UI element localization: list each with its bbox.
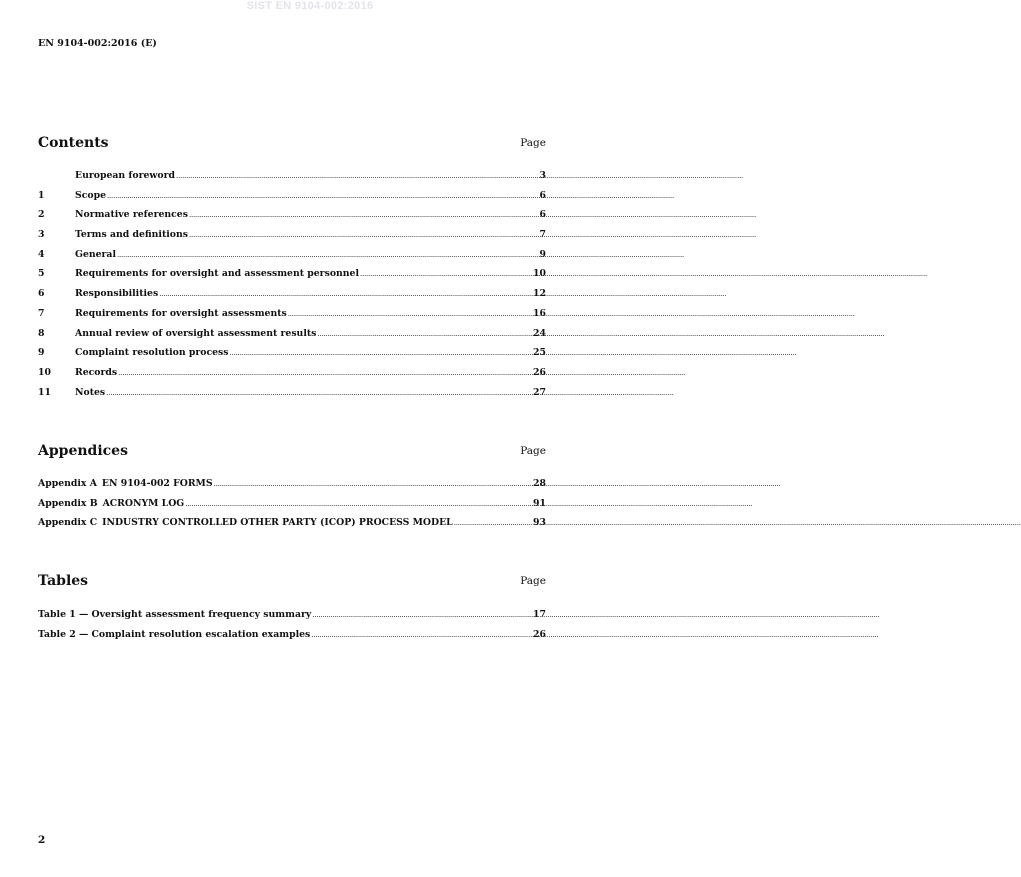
toc-entry-label: EN 9104-002 FORMS — [101, 478, 213, 489]
toc-entry-label: Requirements for oversight and assessment personnel — [75, 268, 359, 280]
toc-entry-page: 24 — [533, 327, 546, 339]
toc-entry-number: 4 — [38, 248, 45, 260]
contents-list — [38, 170, 546, 406]
toc-entry-prefix: Appendix C — [38, 517, 98, 529]
toc-entry-label: General — [75, 248, 116, 260]
toc-leader-dots — [106, 387, 532, 398]
toc-entry-page: 16 — [533, 307, 546, 319]
toc-entry-number: 5 — [38, 268, 45, 280]
tables-page-label: Page — [520, 575, 546, 587]
toc-entry-label: Notes — [75, 386, 106, 398]
toc-entry-label: Annual review of oversight assessment results — [75, 327, 317, 339]
page-number: 2 — [38, 834, 46, 846]
toc-entry-page: 17 — [533, 609, 546, 620]
toc-entry-label: Scope — [75, 189, 106, 201]
toc-entry-number: 9 — [38, 347, 45, 359]
toc-entry-page: 12 — [533, 288, 546, 300]
toc-entry-label: European foreword — [75, 170, 175, 181]
toc-entry[interactable] — [38, 367, 546, 387]
appendices-header — [38, 443, 546, 461]
toc-entry-page: 28 — [533, 478, 546, 489]
toc-leader-dots — [189, 209, 539, 220]
toc-entry[interactable] — [38, 209, 546, 229]
toc-entry-number: 8 — [38, 327, 45, 339]
toc-entry[interactable] — [38, 229, 546, 249]
toc-entry[interactable] — [38, 268, 546, 288]
toc-entry-label: Normative references — [75, 209, 188, 221]
toc-entry[interactable] — [38, 609, 546, 629]
tables-list — [38, 609, 546, 648]
toc-leader-dots — [118, 367, 532, 378]
toc-entry[interactable] — [38, 170, 546, 190]
toc-entry-page: 3 — [539, 170, 546, 181]
appendices-page-label: Page — [520, 445, 546, 457]
toc-entry-page: 91 — [533, 497, 546, 509]
toc-entry-page: 9 — [539, 248, 546, 260]
toc-entry[interactable] — [38, 387, 546, 407]
toc-entry-number: 3 — [38, 229, 45, 241]
toc-entry-number: 7 — [38, 307, 45, 319]
toc-entry-page: 93 — [533, 517, 546, 529]
toc-leader-dots — [312, 609, 532, 620]
toc-entry-label: Requirements for oversight assessments — [75, 307, 287, 319]
toc-entry[interactable] — [38, 498, 546, 518]
contents-title: Contents — [38, 135, 109, 151]
toc-entry-number: 10 — [38, 366, 51, 378]
appendices-title: Appendices — [38, 443, 128, 459]
contents-page-label: Page — [520, 137, 546, 149]
toc-leader-dots — [317, 328, 532, 339]
toc-entry-page: 26 — [533, 628, 546, 640]
toc-entry-label: Responsibilities — [75, 288, 159, 300]
toc-entry-number: 1 — [38, 189, 45, 201]
toc-entry-page: 25 — [533, 347, 546, 359]
toc-entry-number: 11 — [38, 386, 51, 398]
toc-leader-dots — [159, 288, 532, 299]
toc-entry[interactable] — [38, 347, 546, 367]
toc-entry-label: ACRONYM LOG — [102, 497, 185, 509]
toc-leader-dots — [107, 190, 539, 201]
toc-leader-dots — [117, 249, 539, 260]
tables-header — [38, 573, 546, 591]
toc-entry-page: 10 — [533, 268, 546, 280]
toc-leader-dots — [454, 517, 532, 528]
toc-entry[interactable] — [38, 288, 546, 308]
toc-entry[interactable] — [38, 517, 546, 537]
watermark: SIST EN 9104-002:2016 — [246, 0, 374, 12]
toc-leader-dots — [360, 268, 532, 279]
toc-entry[interactable] — [38, 308, 546, 328]
toc-entry-page: 27 — [533, 386, 546, 398]
toc-entry[interactable] — [38, 249, 546, 269]
toc-leader-dots — [185, 498, 532, 509]
toc-leader-dots — [214, 478, 532, 489]
toc-entry-page: 6 — [539, 209, 546, 221]
toc-entry-prefix: Appendix B — [38, 497, 98, 509]
tables-title: Tables — [38, 573, 89, 589]
toc-leader-dots — [189, 229, 539, 240]
toc-entry[interactable] — [38, 328, 546, 348]
toc-entry-page: 6 — [539, 189, 546, 201]
toc-leader-dots — [288, 308, 532, 319]
toc-entry-page: 26 — [533, 366, 546, 378]
toc-entry[interactable] — [38, 629, 546, 649]
toc-entry-label: Table 1 — Oversight assessment frequency summary — [38, 609, 312, 620]
document-id: EN 9104-002:2016 (E) — [38, 38, 157, 49]
toc-entry-label: Table 2 — Complaint resolution escalation examples — [38, 628, 311, 640]
toc-entry-page: 7 — [539, 229, 546, 241]
toc-entry[interactable] — [38, 190, 546, 210]
toc-entry-number: 2 — [38, 209, 45, 221]
toc-entry-label: Complaint resolution process — [75, 347, 229, 359]
toc-entry-number: 6 — [38, 288, 45, 300]
toc-entry-label: Records — [75, 366, 118, 378]
toc-entry[interactable] — [38, 478, 546, 498]
toc-entry-prefix: Appendix A — [38, 478, 97, 489]
toc-entry-label: INDUSTRY CONTROLLED OTHER PARTY (ICOP) PROCESS MODEL — [102, 517, 453, 529]
toc-leader-dots — [230, 347, 533, 358]
toc-entry-label: Terms and definitions — [75, 229, 188, 241]
appendices-list — [38, 478, 546, 537]
toc-leader-dots — [176, 170, 539, 181]
toc-leader-dots — [311, 629, 532, 640]
contents-header — [38, 135, 546, 153]
